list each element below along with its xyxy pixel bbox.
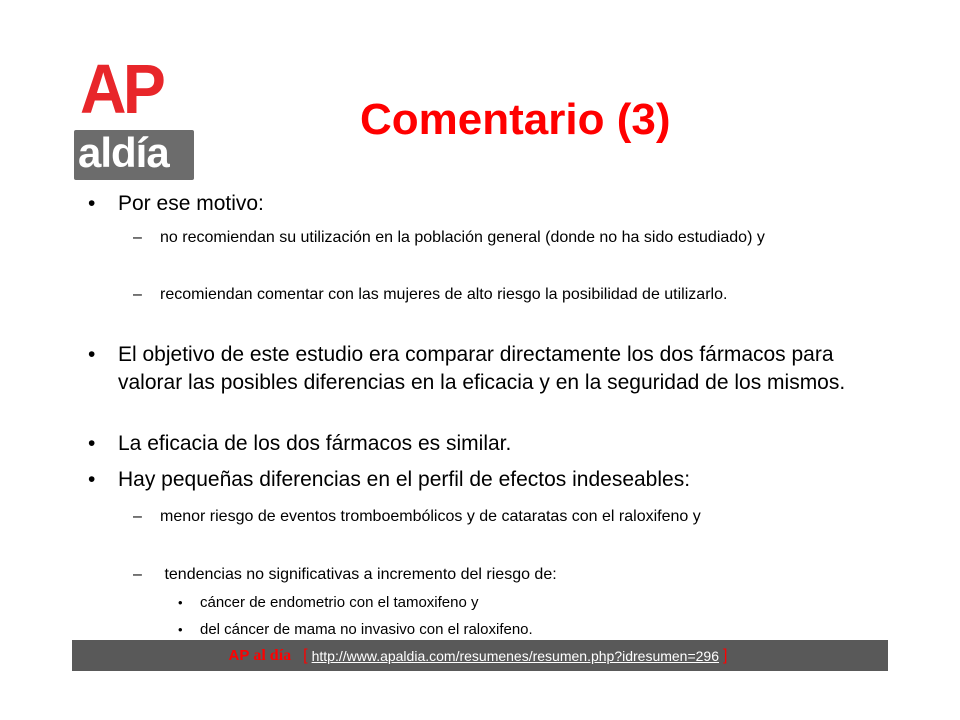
bullet-dot: •: [88, 192, 96, 215]
sub-bullet-item: [133, 283, 880, 307]
sub-sub-bullet-dot: •: [178, 622, 183, 637]
bullet-item: [88, 466, 878, 494]
bullet-item: [88, 430, 878, 458]
bullet-text: Hay pequeñas diferencias en el perfil de efectos indeseables:: [118, 468, 691, 491]
sub-sub-bullet-text: cáncer de endometrio con el tamoxifeno y: [200, 594, 479, 611]
bullet-dot: •: [88, 468, 96, 491]
logo-aldia-text: aldía: [78, 129, 169, 176]
sub-bullet-dash: –: [133, 286, 142, 303]
bullet-text: Por ese motivo:: [118, 192, 264, 215]
footer-bracket-close: ]: [723, 646, 728, 664]
footer-bracket-open: [: [303, 646, 308, 664]
slide-title: Comentario (3): [360, 95, 671, 144]
bullet-item: [88, 190, 878, 218]
sub-bullet-text: recomiendan comentar con las mujeres de alto riesgo la posibilidad de utilizarlo.: [160, 286, 728, 303]
sub-sub-bullet-item: [178, 619, 860, 641]
bullet-text: La eficacia de los dos fármacos es similar.: [118, 432, 512, 455]
sub-bullet-dash: –: [133, 566, 142, 583]
sub-sub-bullet-text: del cáncer de mama no invasivo con el raloxifeno.: [200, 621, 533, 638]
logo-ap-text: AP: [80, 50, 163, 128]
bullet-text: El objetivo de este estudio era comparar directamente los dos fármacos para valorar las posibles diferencias en la eficacia y en la seguridad de los mismos.: [118, 343, 846, 394]
sub-bullet-dash: –: [133, 508, 142, 525]
sub-bullet-dash: –: [133, 229, 142, 246]
sub-bullet-item: [133, 505, 880, 529]
footer-brand-ap: AP: [228, 647, 250, 664]
bullet-dot: •: [88, 343, 96, 366]
sub-bullet-item: [133, 226, 880, 250]
bullet-item: [88, 341, 878, 397]
footer-brand-aldia: al día: [253, 646, 292, 664]
sub-sub-bullet-item: [178, 592, 860, 614]
sub-bullet-text: tendencias no significativas a incremento del riesgo de:: [160, 566, 557, 583]
sub-bullet-item: [133, 563, 880, 587]
sub-sub-bullet-dot: •: [178, 595, 183, 610]
footer-bar: [72, 640, 888, 671]
bullet-dot: •: [88, 432, 96, 455]
footer-url-link[interactable]: http://www.apaldia.com/resumenes/resumen.php?idresumen=296: [311, 647, 720, 664]
sub-bullet-text: menor riesgo de eventos tromboembólicos y de cataratas con el raloxifeno y: [160, 508, 701, 525]
sub-bullet-text: no recomiendan su utilización en la población general (donde no ha sido estudiado) y: [160, 229, 765, 246]
